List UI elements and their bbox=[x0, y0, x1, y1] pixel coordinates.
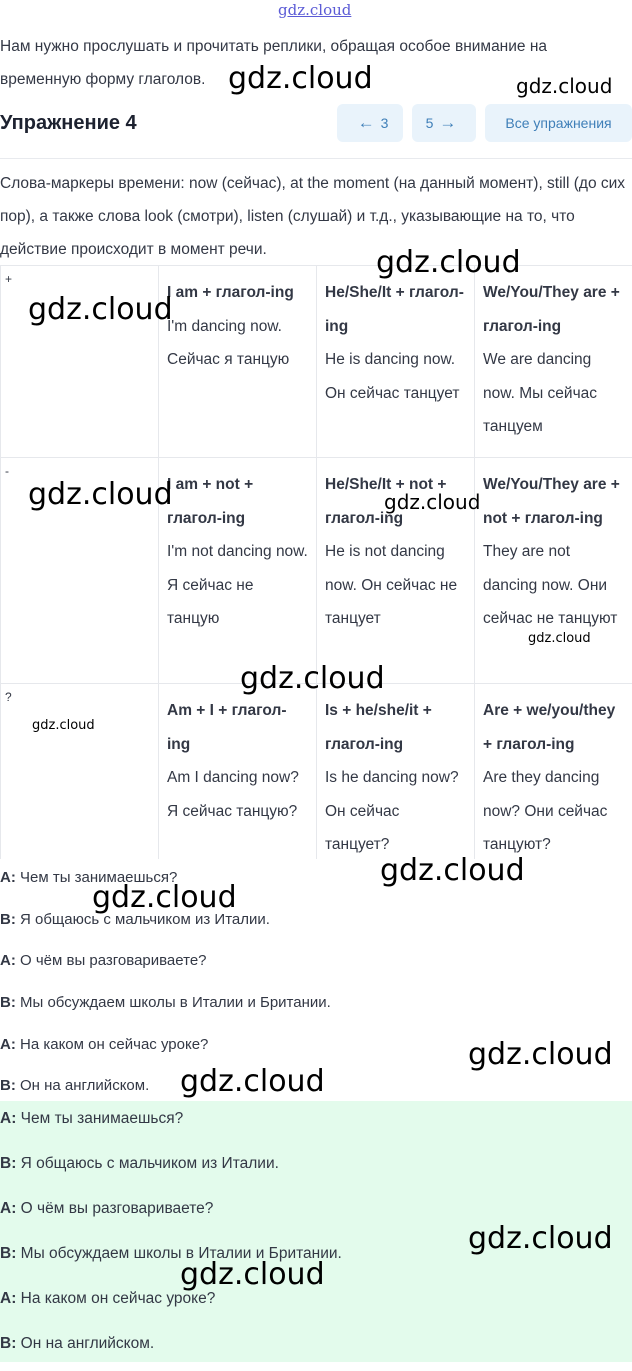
table-row bbox=[1, 684, 632, 860]
watermark-top: gdz.cloud bbox=[278, 3, 351, 18]
arrow-left-icon: ← bbox=[358, 113, 375, 133]
table-cell bbox=[475, 458, 632, 684]
dialog-text: О чём вы разговариваете? bbox=[21, 1200, 214, 1217]
exercise-header bbox=[0, 104, 632, 144]
grammar-table bbox=[0, 265, 632, 859]
dialog-line bbox=[0, 940, 632, 982]
cell-head: He/She/It + глагол-ing bbox=[325, 276, 466, 343]
cell-head: Is + he/she/it + глагол-ing bbox=[325, 694, 466, 761]
table-cell bbox=[159, 266, 317, 458]
dialog-text: Мы обсуждаем школы в Италии и Британии. bbox=[21, 1245, 342, 1262]
exercise-title: Упражнение 4 bbox=[0, 112, 137, 135]
dialog-text: Он на английском. bbox=[21, 1335, 155, 1352]
all-exercises-button[interactable] bbox=[485, 104, 632, 142]
watermark: gdz.cloud bbox=[468, 1040, 613, 1070]
cell-head: I am + not + глагол-ing bbox=[167, 468, 308, 535]
watermark: gdz.cloud bbox=[376, 248, 521, 278]
intro-text: Нам нужно прослушать и прочитать реплики, обращая особое внимание на временную форму глаголов. bbox=[0, 30, 625, 96]
dialog-line bbox=[0, 982, 632, 1024]
speaker: B: bbox=[0, 1245, 16, 1262]
watermark: gdz.cloud bbox=[28, 480, 173, 510]
dialog-text: Я общаюсь с мальчиком из Италии. bbox=[20, 911, 270, 928]
cell-head: We/You/They are + not + глагол-ing bbox=[483, 468, 624, 535]
all-exercises-label: Все упражнения bbox=[505, 115, 611, 131]
speaker: A: bbox=[0, 869, 16, 886]
watermark: gdz.cloud bbox=[92, 883, 237, 913]
watermark: gdz.cloud bbox=[180, 1260, 325, 1290]
watermark: gdz.cloud bbox=[384, 492, 480, 512]
speaker: B: bbox=[0, 1077, 16, 1094]
cell-text: They are not dancing now. Они сейчас не танцуют bbox=[483, 543, 617, 627]
speaker: A: bbox=[0, 1110, 16, 1127]
cell-head: We/You/They are + глагол-ing bbox=[483, 276, 624, 343]
watermark: gdz.cloud bbox=[240, 664, 385, 694]
cell-text: We are dancing now. Мы сейчас танцуем bbox=[483, 351, 597, 435]
watermark: gdz.cloud bbox=[528, 632, 591, 645]
prev-exercise-label: 3 bbox=[381, 115, 389, 131]
cell-text: Is he dancing now? Он сейчас танцует? bbox=[325, 769, 459, 853]
dialog-text: Мы обсуждаем школы в Италии и Британии. bbox=[20, 994, 331, 1011]
watermark: gdz.cloud bbox=[180, 1067, 325, 1097]
next-exercise-button[interactable] bbox=[412, 104, 476, 142]
dialog-text: Чем ты занимаешься? bbox=[20, 869, 177, 886]
arrow-right-icon: → bbox=[439, 113, 456, 133]
cell-text: He is dancing now. Он сейчас танцует bbox=[325, 351, 459, 402]
dialog-text: На каком он сейчас уроке? bbox=[21, 1290, 216, 1307]
cell-head: Are + we/you/they + глагол-ing bbox=[483, 694, 624, 761]
watermark: gdz.cloud bbox=[28, 295, 173, 325]
table-cell bbox=[317, 266, 475, 458]
cell-text: I'm dancing now. Сейчас я танцую bbox=[167, 318, 289, 369]
cell-head: Am + I + глагол-ing bbox=[167, 694, 308, 761]
watermark: gdz.cloud bbox=[228, 64, 373, 94]
speaker: B: bbox=[0, 1155, 16, 1172]
speaker: A: bbox=[0, 1200, 16, 1217]
speaker: B: bbox=[0, 994, 16, 1011]
watermark: gdz.cloud bbox=[380, 856, 525, 886]
dialog-line bbox=[0, 1146, 632, 1191]
dialog-text: Он на английском. bbox=[20, 1077, 149, 1094]
grammar-table-container bbox=[0, 265, 632, 859]
dialog-text: Я общаюсь с мальчиком из Италии. bbox=[21, 1155, 279, 1172]
watermark: gdz.cloud bbox=[516, 76, 612, 96]
table-cell bbox=[475, 684, 632, 860]
dialog-line bbox=[0, 1326, 632, 1371]
sign-cell: ? bbox=[1, 684, 159, 860]
prev-exercise-button[interactable] bbox=[337, 104, 403, 142]
dialog-line bbox=[0, 1101, 632, 1146]
cell-text: I'm not dancing now. Я сейчас не танцую bbox=[167, 543, 308, 627]
markers-text: Слова-маркеры времени: now (сейчас), at the moment (на данный момент), still (до сих пор), а также слова look (смотри), listen (слушай) и т.д., указывающие на то, что действие происходит в момент речи. bbox=[0, 167, 632, 266]
watermark: gdz.cloud bbox=[468, 1224, 613, 1254]
speaker: A: bbox=[0, 1036, 16, 1053]
dialog-text: На каком он сейчас уроке? bbox=[20, 1036, 208, 1053]
divider bbox=[0, 158, 632, 159]
table-cell bbox=[159, 458, 317, 684]
table-cell bbox=[317, 684, 475, 860]
speaker: B: bbox=[0, 1335, 16, 1352]
table-cell bbox=[475, 266, 632, 458]
next-exercise-label: 5 bbox=[426, 115, 434, 131]
cell-text: Are they dancing now? Они сейчас танцуют? bbox=[483, 769, 607, 853]
speaker: A: bbox=[0, 1290, 16, 1307]
dialog-text: О чём вы разговариваете? bbox=[20, 952, 207, 969]
table-cell bbox=[159, 684, 317, 860]
speaker: B: bbox=[0, 911, 16, 928]
cell-head: I am + глагол-ing bbox=[167, 276, 308, 310]
sign-cell: + bbox=[1, 266, 159, 458]
sign-cell: - bbox=[1, 458, 159, 684]
cell-text: He is not dancing now. Он сейчас не танцует bbox=[325, 543, 457, 627]
cell-text: Am I dancing now? Я сейчас танцую? bbox=[167, 769, 299, 820]
dialog-text: Чем ты занимаешься? bbox=[21, 1110, 184, 1127]
watermark: gdz.cloud bbox=[32, 719, 95, 732]
speaker: A: bbox=[0, 952, 16, 969]
cell-head: He/She/It + not + глагол-ing bbox=[325, 468, 466, 535]
